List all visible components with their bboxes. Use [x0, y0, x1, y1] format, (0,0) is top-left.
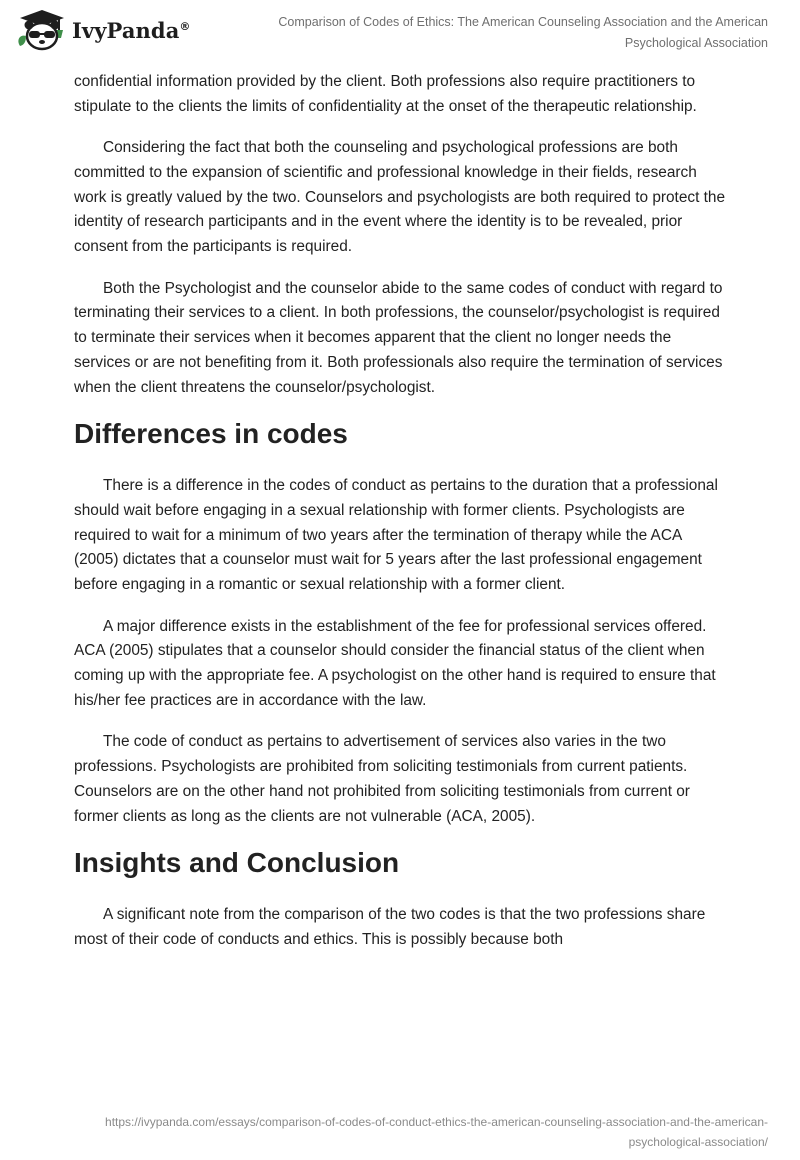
paragraph: confidential information provided by the client. Both professions also require practitioners to stipulate to the clients the limits of confidentiality at the onset of the therapeutic relationship.: [74, 73, 697, 115]
article-body: [74, 70, 730, 969]
registered-mark: ®: [179, 19, 191, 33]
paragraph: A major difference exists in the establishment of the fee for professional services offered. ACA (2005) stipulates that a counselor should consider the financial status of the client when coming up with the appropriate fee. A psychologist on the other hand is required to ensure that his/her fee practices are in accordance with the law.: [74, 617, 716, 709]
paragraph: There is a difference in the codes of conduct as pertains to the duration that a professional should wait before engaging in a sexual relationship with former clients. Psychologists are required to wait for a minimum of two years after the termination of therapy while the ACA (2005) dictates that a counselor must wait for 5 years after the last professional engagement before engaging in a romantic or sexual relationship with a former client.: [74, 477, 718, 594]
section-heading-insights: Insights and Conclusion: [74, 846, 400, 878]
section-heading-differences: Differences in codes: [74, 418, 348, 450]
paragraph: The code of conduct as pertains to advertisement of services also varies in the two professions. Psychologists are prohibited from soliciting testimonials from current patients. Counselors are on the other hand not prohibited from soliciting testimonials from current or former clients as long as the clients are not vulnerable (ACA, 2005).: [74, 733, 690, 825]
document-title: Comparison of Codes of Ethics: The American Counseling Association and the American Psychological Association: [278, 15, 768, 50]
ivypanda-logo[interactable]: [14, 8, 191, 52]
panda-graduate-icon: [14, 8, 70, 52]
source-url[interactable]: https://ivypanda.com/essays/comparison-of-codes-of-conduct-ethics-the-american-counseling-association-and-the-american-psychological-association/: [105, 1115, 768, 1149]
paragraph: Both the Psychologist and the counselor abide to the same codes of conduct with regard to terminating their services to a client. In both professions, the counselor/psychologist is required to terminate their services when it becomes apparent that the client no longer needs the services or are not benefiting from it. Both professionals also require the termination of services when the client threatens the counselor/psychologist.: [74, 279, 723, 396]
page-header: [0, 0, 800, 70]
paragraph: A significant note from the comparison of the two codes is that the two professions share most of their code of conducts and ethics. This is possibly because both: [74, 905, 706, 948]
logo-wordmark: IvyPanda®: [72, 17, 191, 43]
paragraph: Considering the fact that both the counseling and psychological professions are both committed to the expansion of scientific and professional knowledge in their fields, research work is greatly valued by the two. Counselors and psychologists are both required to protect the identity of research participants and in the event where the identity is to be revealed, prior consent from the participants is required.: [74, 139, 726, 256]
